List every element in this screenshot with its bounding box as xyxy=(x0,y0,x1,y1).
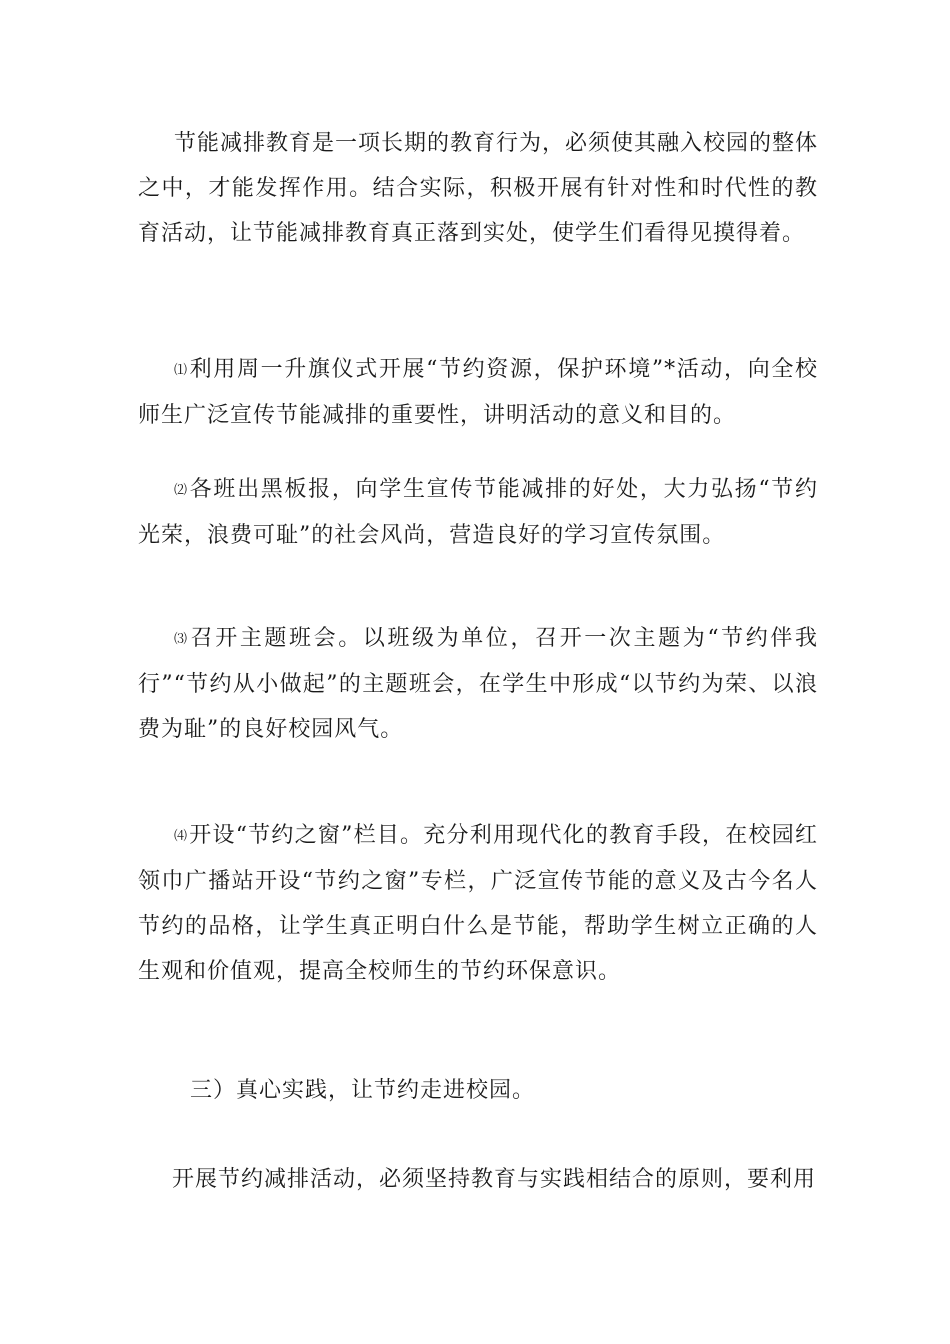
list-item-text: 召开主题班会。以班级为单位，召开一次主题为“节约伴我行”“节约从小做起”的主题班会，在学生中形成“以节约为荣、以浪费为耻”的良好校园风气。 xyxy=(138,626,818,742)
list-item-1 xyxy=(138,347,818,438)
paragraph-text: 节能减排教育是一项长期的教育行为，必须使其融入校园的整体之中，才能发挥作用。结合实际，积极开展有针对性和时代性的教育活动，让节能减排教育真正落到实处，使学生们看得见摸得着。 xyxy=(138,131,819,246)
list-number: ⑷ xyxy=(174,829,188,844)
intro-paragraph xyxy=(138,121,818,256)
list-number: ⑴ xyxy=(174,363,188,378)
section-heading: 三）真心实践，让节约走进校园。 xyxy=(190,1078,536,1103)
list-item-text: 利用周一升旗仪式开展“节约资源，保护环境”*活动，向全校师生广泛宣传节能减排的重要性，讲明活动的意义和目的。 xyxy=(138,357,818,428)
list-item-4 xyxy=(138,813,818,994)
list-item-2 xyxy=(138,467,818,558)
list-number: ⑵ xyxy=(174,483,188,498)
list-number: ⑶ xyxy=(174,632,189,647)
list-item-text: 开设“节约之窗”栏目。充分利用现代化的教育手段，在校园红领巾广播站开设“节约之窗”专栏，广泛宣传节能的意义及古今名人节约的品格，让学生真正明白什么是节能，帮助学生树立正确的人生观和价值观，提高全校师生的节约环保意识。 xyxy=(138,823,818,984)
list-item-3 xyxy=(138,616,818,752)
closing-paragraph: 开展节约减排活动，必须坚持教育与实践相结合的原则，要利用 xyxy=(172,1167,817,1192)
list-item-text: 各班出黑板报，向学生宣传节能减排的好处，大力弘扬“节约光荣，浪费可耻”的社会风尚，营造良好的学习宣传氛围。 xyxy=(138,477,818,548)
